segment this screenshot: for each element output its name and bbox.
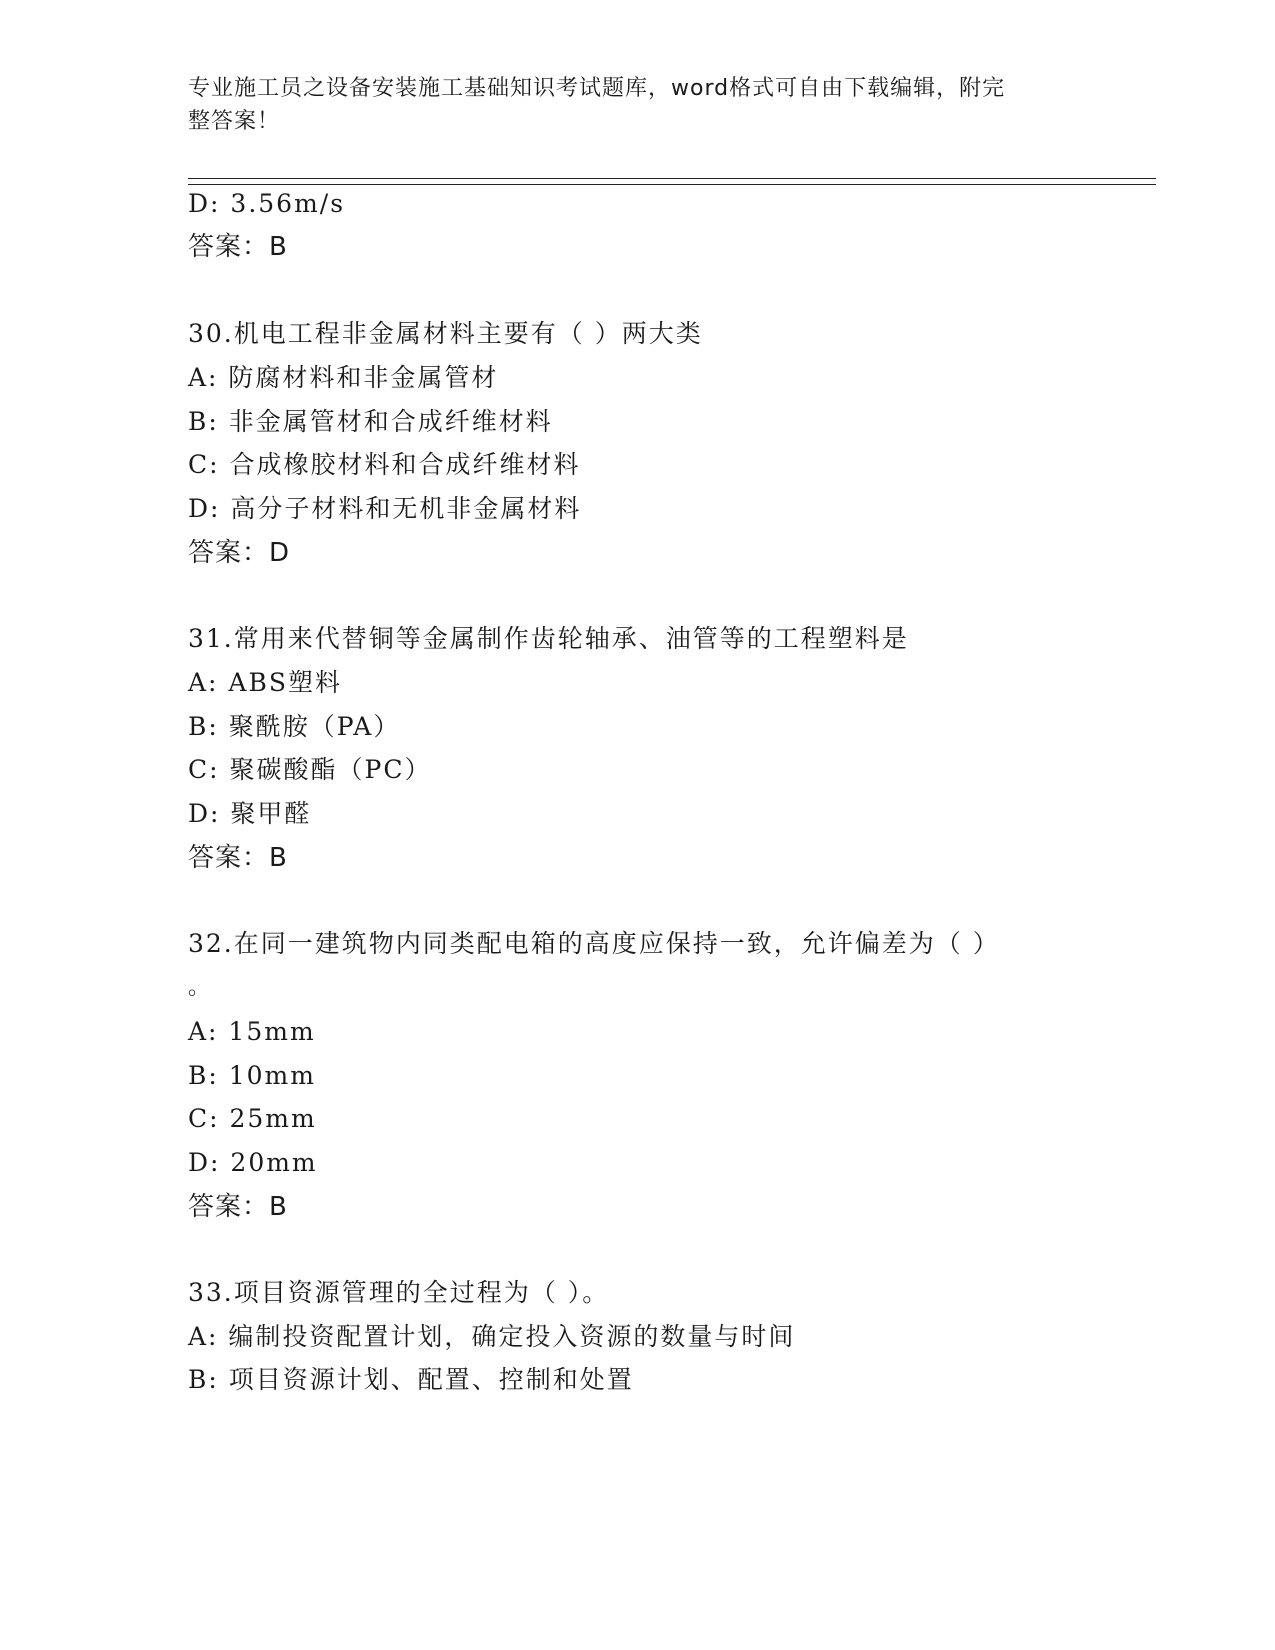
question-32-option-c: C: 25mm bbox=[188, 1104, 317, 1133]
question-32-option-d: D: 20mm bbox=[188, 1148, 318, 1177]
question-30-option-a: A: 防腐材料和非金属管材 bbox=[188, 363, 499, 392]
question-30-option-d: D: 高分子材料和无机非金属材料 bbox=[188, 494, 582, 523]
question-30-option-c: C: 合成橡胶材料和合成纤维材料 bbox=[188, 450, 581, 479]
question-32-stem-continuation: 。 bbox=[188, 975, 213, 1000]
question-32-option-b: B: 10mm bbox=[188, 1061, 316, 1090]
header-divider-top bbox=[188, 178, 1156, 179]
question-30-stem: 30.机电工程非金属材料主要有（ ）两大类 bbox=[188, 319, 703, 348]
question-32-option-a: A: 15mm bbox=[188, 1017, 316, 1046]
question-33-option-b: B: 项目资源计划、配置、控制和处置 bbox=[188, 1365, 634, 1394]
prev-option-d: D: 3.56m/s bbox=[188, 189, 346, 218]
question-30-answer: 答案：D bbox=[188, 538, 291, 568]
question-32-answer: 答案：B bbox=[188, 1192, 288, 1222]
question-31-answer: 答案：B bbox=[188, 843, 288, 873]
question-30-option-b: B: 非金属管材和合成纤维材料 bbox=[188, 407, 553, 436]
header-title-line-1: 专业施工员之设备安装施工基础知识考试题库，word格式可自由下载编辑，附完 bbox=[188, 76, 1006, 101]
question-31-option-b: B: 聚酰胺（PA） bbox=[188, 712, 401, 741]
question-31-option-d: D: 聚甲醛 bbox=[188, 799, 312, 828]
header-divider-bottom bbox=[188, 184, 1156, 185]
question-31-option-c: C: 聚碳酸酯（PC） bbox=[188, 755, 432, 784]
prev-answer: 答案：B bbox=[188, 232, 288, 262]
question-31-stem: 31.常用来代替铜等金属制作齿轮轴承、油管等的工程塑料是 bbox=[188, 624, 909, 653]
header-title-line-2: 整答案！ bbox=[188, 109, 281, 134]
question-31-option-a: A: ABS塑料 bbox=[188, 668, 342, 697]
question-33-stem: 33.项目资源管理的全过程为（ ）。 bbox=[188, 1278, 610, 1307]
document-header bbox=[188, 72, 1068, 138]
question-32-stem: 32.在同一建筑物内同类配电箱的高度应保持一致，允许偏差为（ ） bbox=[188, 929, 1000, 958]
question-33-option-a: A: 编制投资配置计划，确定投入资源的数量与时间 bbox=[188, 1322, 796, 1351]
